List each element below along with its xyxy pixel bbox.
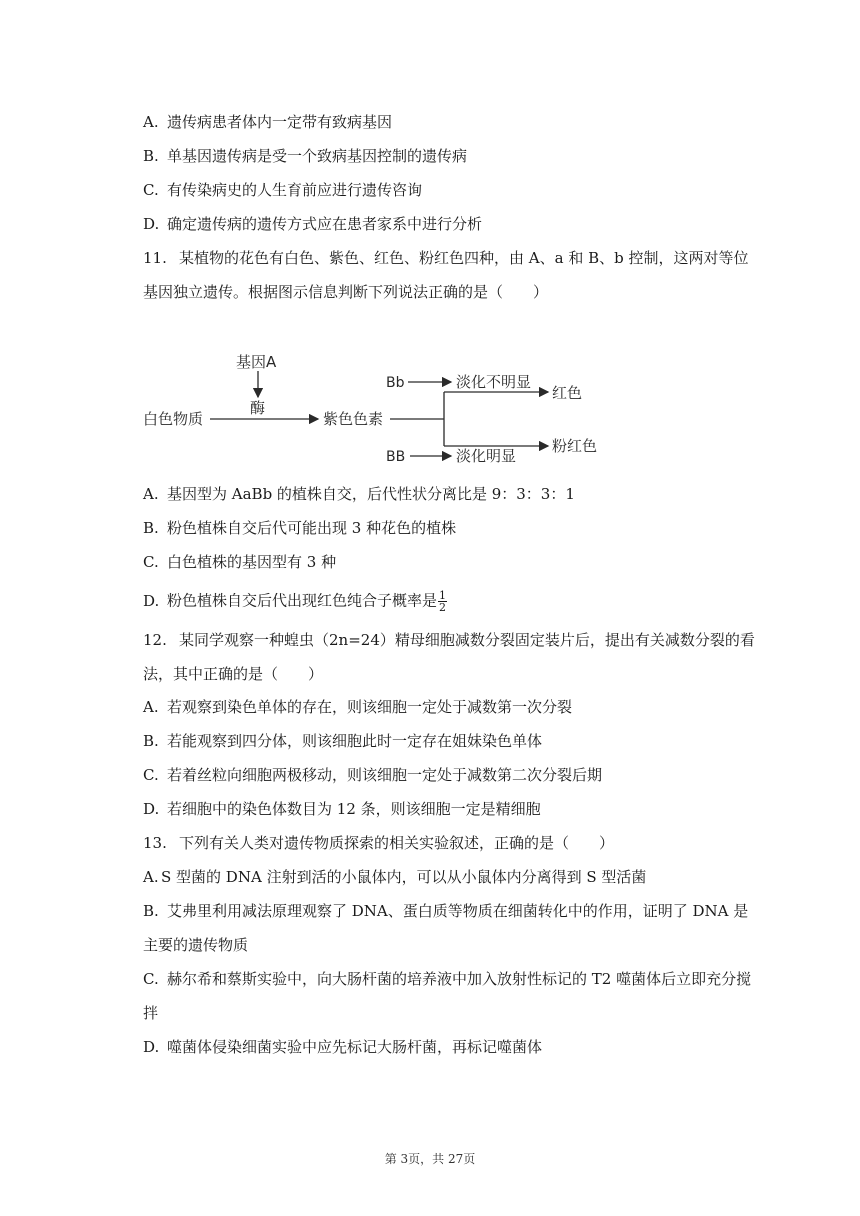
white-substance-label: 白色物质 [143, 410, 204, 428]
q11-stem-line1: 11. 某植物的花色有白色、紫色、红色、粉红色四种，由 A、a 和 B、b 控制，这两对等位 [143, 249, 749, 267]
genotype-bb-single-label: Bb [386, 375, 405, 391]
q10-option-c: C. 有传染病史的人生育前应进行遗传咨询 [143, 181, 423, 199]
q12-option-c: C. 若着丝粒向细胞两极移动，则该细胞一定处于减数第二次分裂后期 [143, 766, 603, 784]
q12-option-b: B. 若能观察到四分体，则该细胞此时一定存在姐妹染色单体 [143, 732, 543, 750]
gene-a-label: 基因A [236, 353, 277, 371]
flower-color-pathway-diagram [140, 340, 610, 470]
q13-option-b-line1: B. 艾弗里利用减法原理观察了 DNA、蛋白质等物质在细菌转化中的作用，证明了 DNA 是 [143, 902, 749, 920]
q13-stem: 13. 下列有关人类对遗传物质探索的相关实验叙述，正确的是（ ） [143, 834, 615, 852]
q11-option-b: B. 粉色植株自交后代可能出现 3 种花色的植株 [143, 519, 457, 537]
purple-pigment-label: 紫色色素 [323, 410, 384, 428]
q13-option-c-line1: C. 赫尔希和蔡斯实验中，向大肠杆菌的培养液中加入放射性标记的 T2 噬菌体后立即充分搅 [143, 970, 752, 988]
q12-option-d: D. 若细胞中的染色体数目为 12 条，则该细胞一定是精细胞 [143, 800, 541, 818]
q13-option-b-line2: 主要的遗传物质 [143, 936, 249, 954]
page-footer: 第 3页，共 27页 [384, 1152, 476, 1166]
q10-option-a: A. 遗传病患者体内一定带有致病基因 [143, 113, 393, 131]
q13-option-c-line2: 拌 [143, 1004, 159, 1022]
q10-option-b: B. 单基因遗传病是受一个致病基因控制的遗传病 [143, 147, 468, 165]
strong-fade-label: 淡化明显 [456, 447, 517, 465]
weak-fade-label: 淡化不明显 [456, 373, 532, 391]
pink-label: 粉红色 [552, 437, 598, 455]
q13-option-d: D. 噬菌体侵染细菌实验中应先标记大肠杆菌，再标记噬菌体 [143, 1038, 543, 1056]
q10-option-d: D. 确定遗传病的遗传方式应在患者家系中进行分析 [143, 215, 483, 233]
q11-option-c: C. 白色植株的基因型有 3 种 [143, 553, 337, 571]
enzyme-label: 酶 [250, 399, 266, 417]
q11-stem-line2: 基因独立遗传。根据图示信息判断下列说法正确的是（ ） [143, 283, 549, 301]
q12-stem-line1: 12. 某同学观察一种蝗虫（2n=24）精母细胞减数分裂固定装片后，提出有关减数分裂的看 [143, 631, 755, 649]
q11-option-a: A. 基因型为 AaBb 的植株自交，后代性状分离比是 9：3：3：1 [143, 485, 575, 503]
q13-option-a: A. S 型菌的 DNA 注射到活的小鼠体内，可以从小鼠体内分离得到 S 型活菌 [143, 868, 647, 886]
q12-option-a: A. 若观察到染色单体的存在，则该细胞一定处于减数第一次分裂 [143, 698, 573, 716]
q12-stem-line2: 法，其中正确的是（ ） [143, 665, 324, 683]
q11-option-d: D. 粉色植株自交后代出现红色纯合子概率是 $\frac{1}{2}$ [143, 589, 447, 614]
red-label: 红色 [552, 384, 583, 402]
genotype-bb-double-label: BB [386, 449, 406, 465]
fraction-one-half: $\frac{1}{2}$ [439, 589, 447, 614]
